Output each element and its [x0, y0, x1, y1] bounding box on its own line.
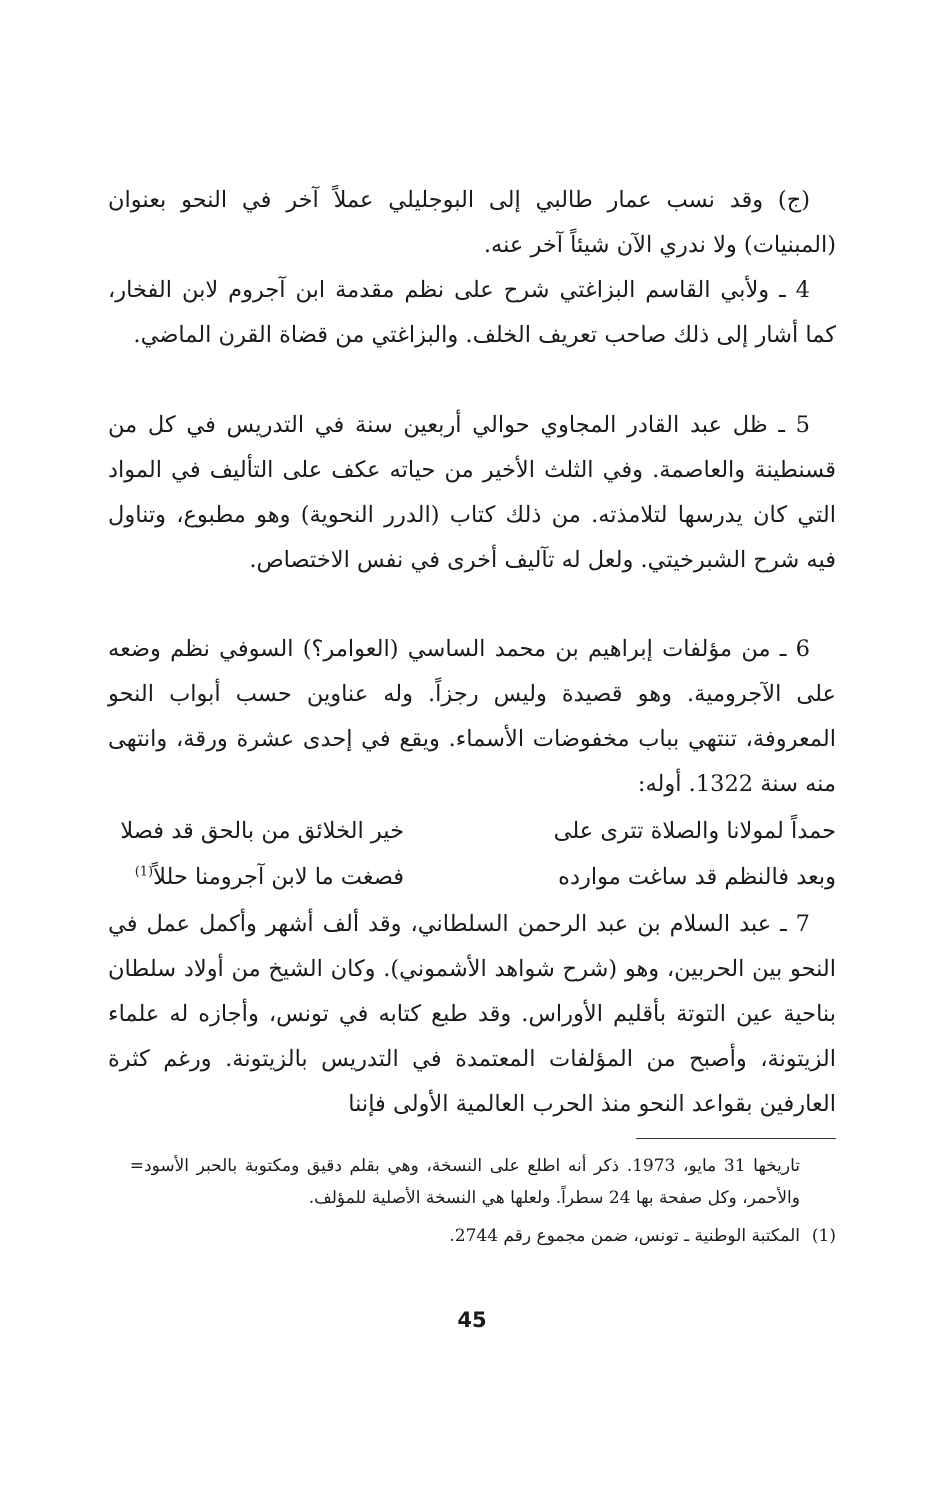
paragraph-text: 4 ـ ولأبي القاسم البزاغتي شرح على نظم مقدمة ابن آجروم لابن الفخار، كما أشار إلى ذلك صاحب تعريف الخلف. والبزاغتي من قضاة القرن الماضي.	[108, 277, 836, 348]
footnote-1-mark: (1)	[811, 1226, 836, 1246]
poem-line-1	[108, 808, 836, 854]
poem-line-2-second-hemistich-wrap	[108, 854, 404, 900]
paragraph-text: 5 ـ ظل عبد القادر المجاوي حوالي أربعين سنة في التدريس في كل من قسنطينة والعاصمة. وفي الثلث الأخير من حياته عكف على التأليف في المواد التي كان يدرسها لتلامذته. من ذلك كتاب (الدرر النحوية) وهو مطبوع، وتناول فيه شرح الشبرخيتي. ولعل له تآليف أخرى في نفس الاختصاص.	[108, 412, 836, 573]
paragraph-4	[108, 268, 836, 358]
continuation-text: تاريخها 31 مايو، 1973. ذكر أنه اطلع على النسخة، وهي بقلم دقيق ومكتوبة بالحبر الأسود والأحمر، وكل صفحة بها 24 سطراً. ولعلها هي النسخة الأصلية للمؤلف.	[144, 1156, 801, 1208]
page-number: 45	[457, 1308, 487, 1332]
poem-verses	[108, 808, 836, 900]
footnote-1-text: المكتبة الوطنية ـ تونس، ضمن مجموع رقم 2744.	[449, 1226, 800, 1246]
footnotes	[108, 1150, 836, 1252]
footnote-continuation	[108, 1150, 836, 1214]
paragraph-text: 7 ـ عبد السلام بن عبد الرحمن السلطاني، وقد ألف أشهر وأكمل عمل في النحو بين الحربين، وهو (شرح شواهد الأشموني). وكان الشيخ من أولاد سلطان بناحية عين التوتة بأقليم الأوراس. وقد طبع كتابه في تونس، وأجازه له علماء الزيتونة، وأصبح من المؤلفات المعتمدة في التدريس بالزيتونة. ورغم كثرة العارفين بقواعد النحو منذ الحرب العالمية الأولى فإننا	[108, 911, 836, 1117]
poem-line-1-first-hemistich: حمداً لمولانا والصلاة تترى على	[553, 818, 836, 844]
poem-line-2-second-hemistich: فصغت ما لابن آجرومنا حللاً	[153, 864, 404, 890]
poem-line-2	[108, 854, 836, 900]
continuation-mark: =	[129, 1156, 144, 1176]
paragraph-text: (ج) وقد نسب عمار طالبي إلى البوجليلي عملاً آخر في النحو بعنوان (المبنيات) ولا ندري الآن شيئاً آخر عنه.	[108, 187, 836, 258]
paragraph-c	[108, 178, 836, 268]
paragraph-text: 6 ـ من مؤلفات إبراهيم بن محمد الساسي (العوامر؟) السوفي نظم وضعه على الآجرومية. وهو قصيدة وليس رجزاً. وله عناوين حسب أبواب النحو المعروفة، تنتهي بباب مخفوضات الأسماء. ويقع في إحدى عشرة ورقة، وانتهى منه سنة 1322. أوله:	[108, 636, 836, 797]
poem-line-1-second-hemistich: خير الخلائق من بالحق قد فصلا	[120, 818, 404, 844]
footnote-reference-1[interactable]: (1)	[134, 864, 154, 880]
footnote-1	[108, 1220, 836, 1252]
paragraph-5	[108, 403, 836, 583]
poem-line-2-first-hemistich: وبعد فالنظم قد ساغت موارده	[558, 864, 836, 890]
paragraph-6	[108, 627, 836, 807]
paragraph-7	[108, 902, 836, 1127]
footnote-separator	[636, 1138, 836, 1139]
